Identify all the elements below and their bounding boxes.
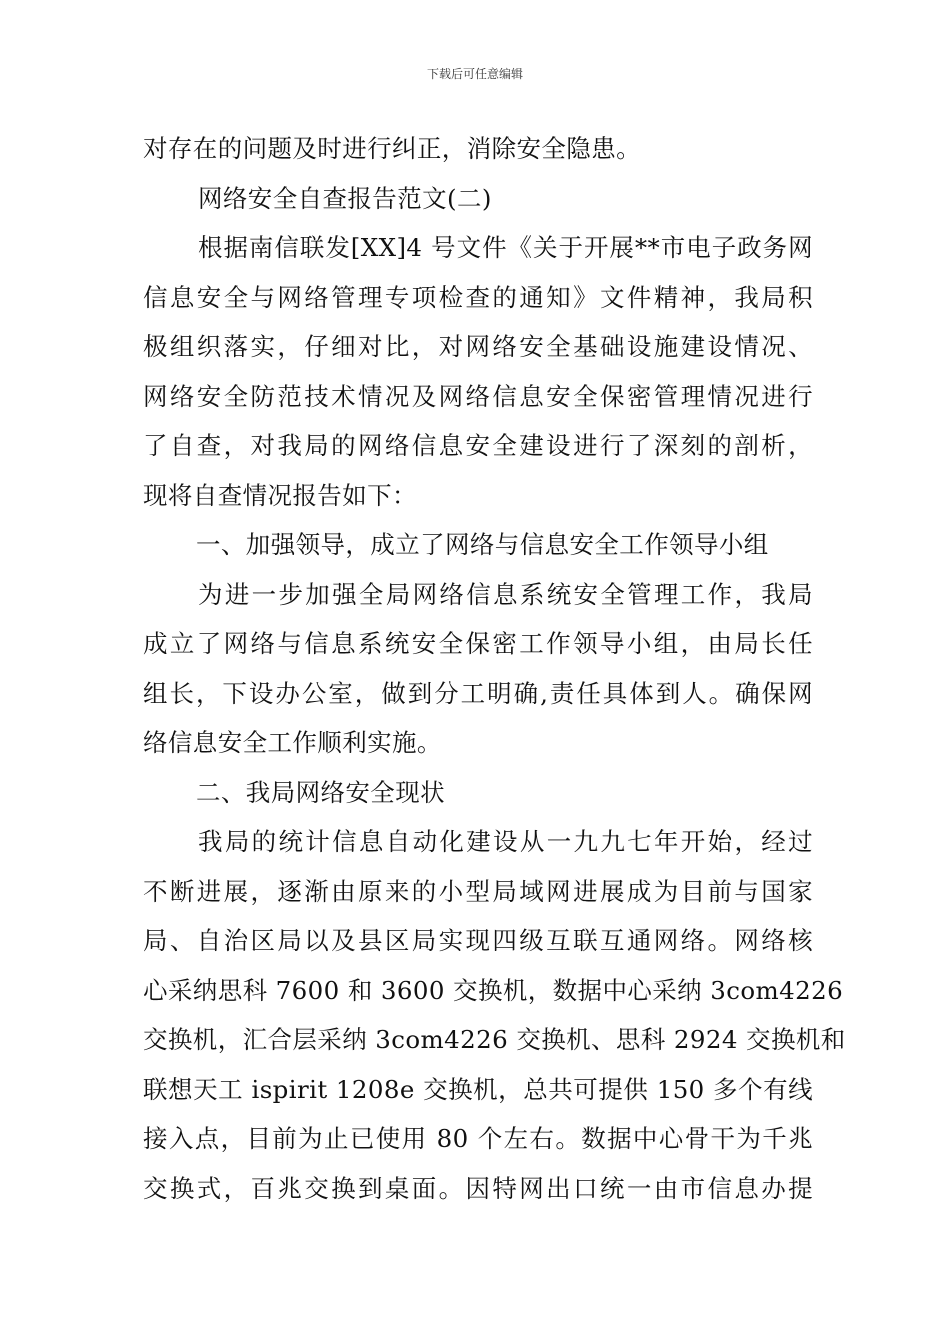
paragraph-line: 不断进展，逐渐由原来的小型局域网进展成为目前与国家 (143, 876, 813, 906)
paragraph-line: 交换式，百兆交换到桌面。因特网出口统一由市信息办提 (143, 1173, 813, 1203)
paragraph-line: 心采纳思科 7600 和 3600 交换机，数据中心采纳 3com4226 (143, 975, 844, 1005)
paragraph-line: 极组织落实，仔细对比，对网络安全基础设施建设情况、 (143, 332, 813, 361)
section-title: 网络安全自查报告范文(二) (198, 183, 492, 213)
paragraph-line: 现将自查情况报告如下： (143, 480, 417, 510)
paragraph-line: 信息安全与网络管理专项检查的通知》文件精神，我局积 (143, 282, 813, 312)
paragraph-line: 交换机，汇合层采纳 3com4226 交换机、思科 2924 交换机和 (143, 1025, 846, 1054)
paragraph-line: 我局的统计信息自动化建设从一九九七年开始，经过 (198, 827, 813, 856)
document-body (143, 124, 846, 1213)
paragraph-line: 联想天工 ispirit 1208e 交换机，总共可提供 150 多个有线 (143, 1074, 813, 1104)
paragraph-line: 络信息安全工作顺利实施。 (143, 728, 442, 757)
paragraph-line: 局、自治区局以及县区局实现四级互联互通网络。网络核 (143, 926, 813, 955)
paragraph-line: 成立了网络与信息系统安全保密工作领导小组，由局长任 (143, 629, 813, 658)
paragraph-line: 为进一步加强全局网络信息系统安全管理工作，我局 (198, 579, 813, 609)
page-header-caption: 下载后可任意编辑 (426, 67, 523, 81)
section-heading: 一、加强领导，成立了网络与信息安全工作领导小组 (196, 530, 769, 559)
paragraph-line: 接入点，目前为止已使用 80 个左右。数据中心骨干为千兆 (143, 1124, 813, 1153)
paragraph-line: 网络安全防范技术情况及网络信息安全保密管理情况进行 (143, 381, 813, 411)
paragraph-line: 根据南信联发[XX]4 号文件《关于开展**市电子政务网 (198, 233, 813, 262)
paragraph-line: 了自查，对我局的网络信息安全建设进行了深刻的剖析， (143, 431, 813, 460)
paragraph-line: 对存在的问题及时进行纠正，消除安全隐患。 (143, 134, 641, 163)
section-heading: 二、我局网络安全现状 (196, 777, 445, 807)
paragraph-line: 组长，下设办公室，做到分工明确,责任具体到人。确保网 (143, 678, 813, 708)
